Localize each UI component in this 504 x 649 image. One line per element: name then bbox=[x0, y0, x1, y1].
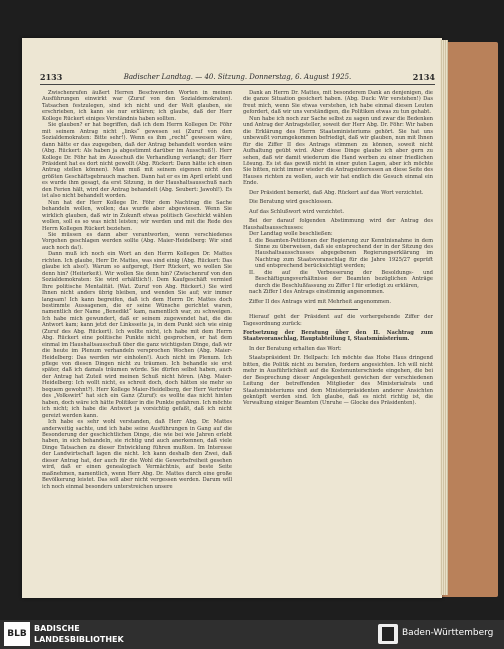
paragraph: Auf das Schlußwort wird verzichtet. bbox=[249, 208, 344, 215]
page-edge bbox=[440, 40, 448, 595]
paragraph: Nun hat der Herr Kollege Dr. Föhr dem Nachtrag die Sache behandeln wollen, wollen; das wurde aber abgewiesen. Wenn Sie wirklich glauben, daß wir in Zukunft etwas politisch Geschickt wählen wollen, soll es so was nicht leisten; wir werden und mit die Rede des Herrn Kollegen Rückert beziehen. bbox=[42, 199, 232, 232]
running-title: Badischer Landtag. — 40. Sitzung. Donnerstag, 6. August 1925. bbox=[123, 73, 352, 81]
paragraph: Ziffer II des Antrags wird mit Mehrheit angenommen. bbox=[249, 298, 392, 305]
agenda-heading: Fortsetzung der Beratung über den II. Nachtrag zum Staatsvoranschlag, Hauptabteilung I, Staatsministerium. bbox=[243, 329, 433, 343]
library-name[interactable] bbox=[34, 623, 124, 645]
resolution-item: I. die Beamten-Petitionen der Regierung zur Kenntnisnahme in dem Sinne zu überweisen, daß sie entsprechend der in der Sitzung des Haushaltsausschusses abgegebenen Regierungserklärung im Nachtrag zum Staatsvoranschlag für die Jahre 1925/27 geprüft und entsprechend berücksichtigt werden; bbox=[249, 237, 433, 270]
paragraph: Sie müssen es dann aber verantworten, wenn verschiedenes Vorgehen geschlagen werden sollte (Abg. Maier-Heidelberg: Wir sind auch noch da!). bbox=[42, 231, 232, 251]
paragraph: Sie glauben? er hat begriffen, daß ich dem Herrn Kollegen Dr. Föhr mit seinem Antrag nicht „links“ gewesen sei (Zuruf von den Sozialdemokraten: Bitte sehr!). Wenn es ihm „recht“ gewesen wäre, dann hätte er das zugegeben, daß der Antrag behandelt worden wäre (Abg. Rückert: Als haben ja abgestimmt darüber im Ausschuß!). Herr Kollege Dr. Föhr hat im Ausschuß die Verhandlung verlangt; der Herr Präsident hat es dort nicht gewollt (Abg. Rückert: Dann hätte ich einen Antrag stellen können). Man muß mit seinem eigenen nicht den größten Geschäftsgebrauch machen. Dann hat er es im April erlebt und es wurde ihm gesagt, da erst Sitzung, in der Haushaltsausschuß nach den Ferien hält, wird der Antrag behandelt (Abg. Seubert: Jawohl!). Es ist also nicht behandelt worden. bbox=[42, 122, 232, 200]
page-number-left: 2133 bbox=[40, 72, 63, 82]
paragraph: Staatspräsident Dr. Hellpach: Ich möchte das Hohe Haus dringend bitten, die Politik nicht zu beraten, fordern angesichten. Ich will nicht mehr in Ausführlichkeit auf die Kostenunterschiede eingehen, die bei der Besprechung dieser Angelegenheit gewichen der verschiedenen Leitung der betreffenden Mitglieder des Ministerialrats und Staatsministeriums und dem Ministerpräsidenten anderer Ansichten geknüpft werden sind. Ich glaube, daß es nicht richtig ist, die Verwaltung einiger Beamten (Unruhe — Glocke des Präsidenten). bbox=[243, 355, 433, 407]
paragraph: Ich habe es sehr wohl verstanden, daß Herr Abg. Dr. Mattes anderweitig sachte, und ich habe seine Ausführungen in Gang auf die Besonderung der geschichtlichen Dinge, die wie bei wie Jahren erlebt haben, in sich behandeln, sie richtig und auch anerkennen, daß viele Dinge Tatsachen zu dieser Entwicklung führen mußten. Im Interesse der Landwirtschaft lagen die nicht. Ich kann deshalb den Zwei, daß dieser Antrag hat, der auch für die Wohl die Gewerbsfreiheit gesehen wird, daß er einen genealogisch Vermächtnis, auf beste Seite maßnehmen, namentlich, wenn Herr Abg. Dr. Mattes durch eine große Bevölkerung leistet. Das soll aber nicht vergessen werden. Darum will ich noch einmal besonders unterstreichen unsere bbox=[42, 419, 232, 490]
paragraph: Dank an Herrn Dr. Mattes, mit besonderem Dank an denjenigen, die die ganze Situation gesichert haben. (Abg. Duck: Wir verstehen!) Das freut mich, wenn Sie etwas verstehen, ich habe einmal diesen Leuten gefordert, daß wir uns verständigen, die Politiken etwas zu tun gehabt. bbox=[243, 90, 433, 116]
paragraph: Der Landtag wolle beschließen: bbox=[249, 231, 333, 238]
page-header bbox=[40, 72, 435, 84]
blb-logo-icon[interactable]: BLB bbox=[4, 622, 30, 646]
state-coat-of-arms-icon bbox=[378, 624, 398, 644]
paragraph: Bei der darauf folgenden Abstimmung wird der Antrag des Haushaltsausschusses: bbox=[243, 218, 433, 231]
paragraph: nach Ziffer I des Antrags einstimmig angenommen. bbox=[249, 289, 385, 296]
library-name-line2: LANDESBIBLIOTHEK bbox=[34, 635, 124, 644]
header-rule bbox=[40, 84, 435, 85]
state-name[interactable]: Baden-Württemberg bbox=[402, 628, 494, 638]
right-column bbox=[243, 90, 433, 407]
paragraph: Der Präsident bemerkt, daß Abg. Rückert auf das Wort verzichtet. bbox=[249, 189, 424, 196]
section-divider bbox=[318, 309, 358, 310]
paragraph: Nun habe ich noch zur Sache selbst zu sagen und zwar die Bedenken und Antrag der Antragsteller, soweit der Herr Abg. Dr. Föhr: Wir haben die Erklärung des Herrn Staatsministeriums gehört. Sie hat uns unbewußt vorumgekommen befriedigt, daß wir glauben, nun mit Ihnen für die Ziffer II des Antrags stimmen zu können, soweit nicht Aufhaltung geübt wird. Aber diese Dinge glaube ich aber gern zu sehen, daß wir damit wiederum die Hand werben zu einer friedlichen Lösung. Es ist das gewiß nicht in einer guten Lagen, aber ich möchte Sie bitten, nicht immer wieder die Antragsinteressen an diese Seite des Hauses richten zu wollen, auch wir hat endlich die Gesuch einmal ein Ende. bbox=[243, 115, 433, 187]
resolution-item: II. die auf die Verbesserung der Besoldungs- und Beschäftigungsverhältnisse der Beamten bezüglichen Anträge durch die Beschlußfassung zu Ziffer I für erledigt zu erklären, bbox=[249, 269, 433, 289]
left-column bbox=[42, 90, 232, 490]
page-number-right: 2134 bbox=[412, 72, 435, 82]
paragraph: Zwischenrufen äußert Herren Beschwerden Worten in meinen Ausführungen einwirkt war (Zuruf von den Sozialdemokraten). Tatsachen festzulegen, sind ich nicht und der Welt glauben, sie erschrieben, ich kann sie nur erklären; ich glaube, daß der Herr Kollege Rückert einiges Verständnis haben sollten. bbox=[42, 90, 232, 122]
paragraph: Hierauf geht der Präsident auf die vorhergehende Ziffer der Tagesordnung zurück: bbox=[243, 314, 433, 327]
paragraph: In der Beratung erhalten das Wort: bbox=[249, 345, 342, 352]
paragraph: Die Beratung wird geschlossen. bbox=[249, 199, 333, 206]
library-name-line1: BADISCHE bbox=[34, 624, 80, 633]
paragraph: Dann muß ich noch ein Wort an den Herrn Kollegen Dr. Mattes richten. Ich glaube, Herr Dr. Mattes, was sind einig (Abg. Rückert: Das glaube ich also!). Warum so aufgeregt, Herr Rückert, wo wollen Sie denn hin? (Heiterkeit). Wir wollen Sie denn hin? (Zwischenruf von den Sozialdemokraten: Sie wird erhältlich!). Dem Kaufgeschäft vermied Ihre politische Mentalität. (Wat. Zuruf von Abg. Rückert.) Sie wird Ihnen nicht anders übrig bleiben, und wenden Sie auf; wir immer langsam! Ich kann begreifen, daß ich dem Herrn Dr. Mattes doch bestimmte Aussagenen, die er seine Wünsche gerichtet waren, namentlich der Name „Benedikt“ kam, namentlich war, zu schweigen. Ich habe mich gewundert, daß er seinem zugewendet hat, die die Antwort kam; kann jetzt der Linksseite ja, in dem Punkt sich wie einig (Zuruf des Abg. Rückert). Ich wollte nicht, ich habe mit dem Herrn Abg. Rückert eine politische Punkte nicht gesprochen, er hat dem einmal im Haushaltsausschuß über die ganz wichtigsten Dinge, daß wir die heute im Plenum verhandeln versprochen Wochen (Abg. Maier-Heidelberg: Das werden wir einholen!). Auch nicht im Plenum. Ich pflege von diesen Dingen nicht zu träumen. Ich behandle sie erst später, daß ich damals träumen würde. Sie dürfen selbst haben, auch der Antrag hat Zuteil wird meinen Schuß nicht hören. (Abg. Maier-Heidelberg: Ich wollt nicht, es schreit doch, doch hätten sie mehr so bequem gewohnt?). Herr Kollege Maier-Heidelberg, der Herr Vertreter des „Volkswirt“ hat sich ein Ganz (Zuruf): es wollte das nicht hinten haben, doch wäre ich hätte Politiker in die Punkte gefahren. Ich möchte ich nicht; ich habe die Antwort ja vorsichtig gefaßt, daß ich nicht gereizt werden kann. bbox=[42, 251, 233, 419]
